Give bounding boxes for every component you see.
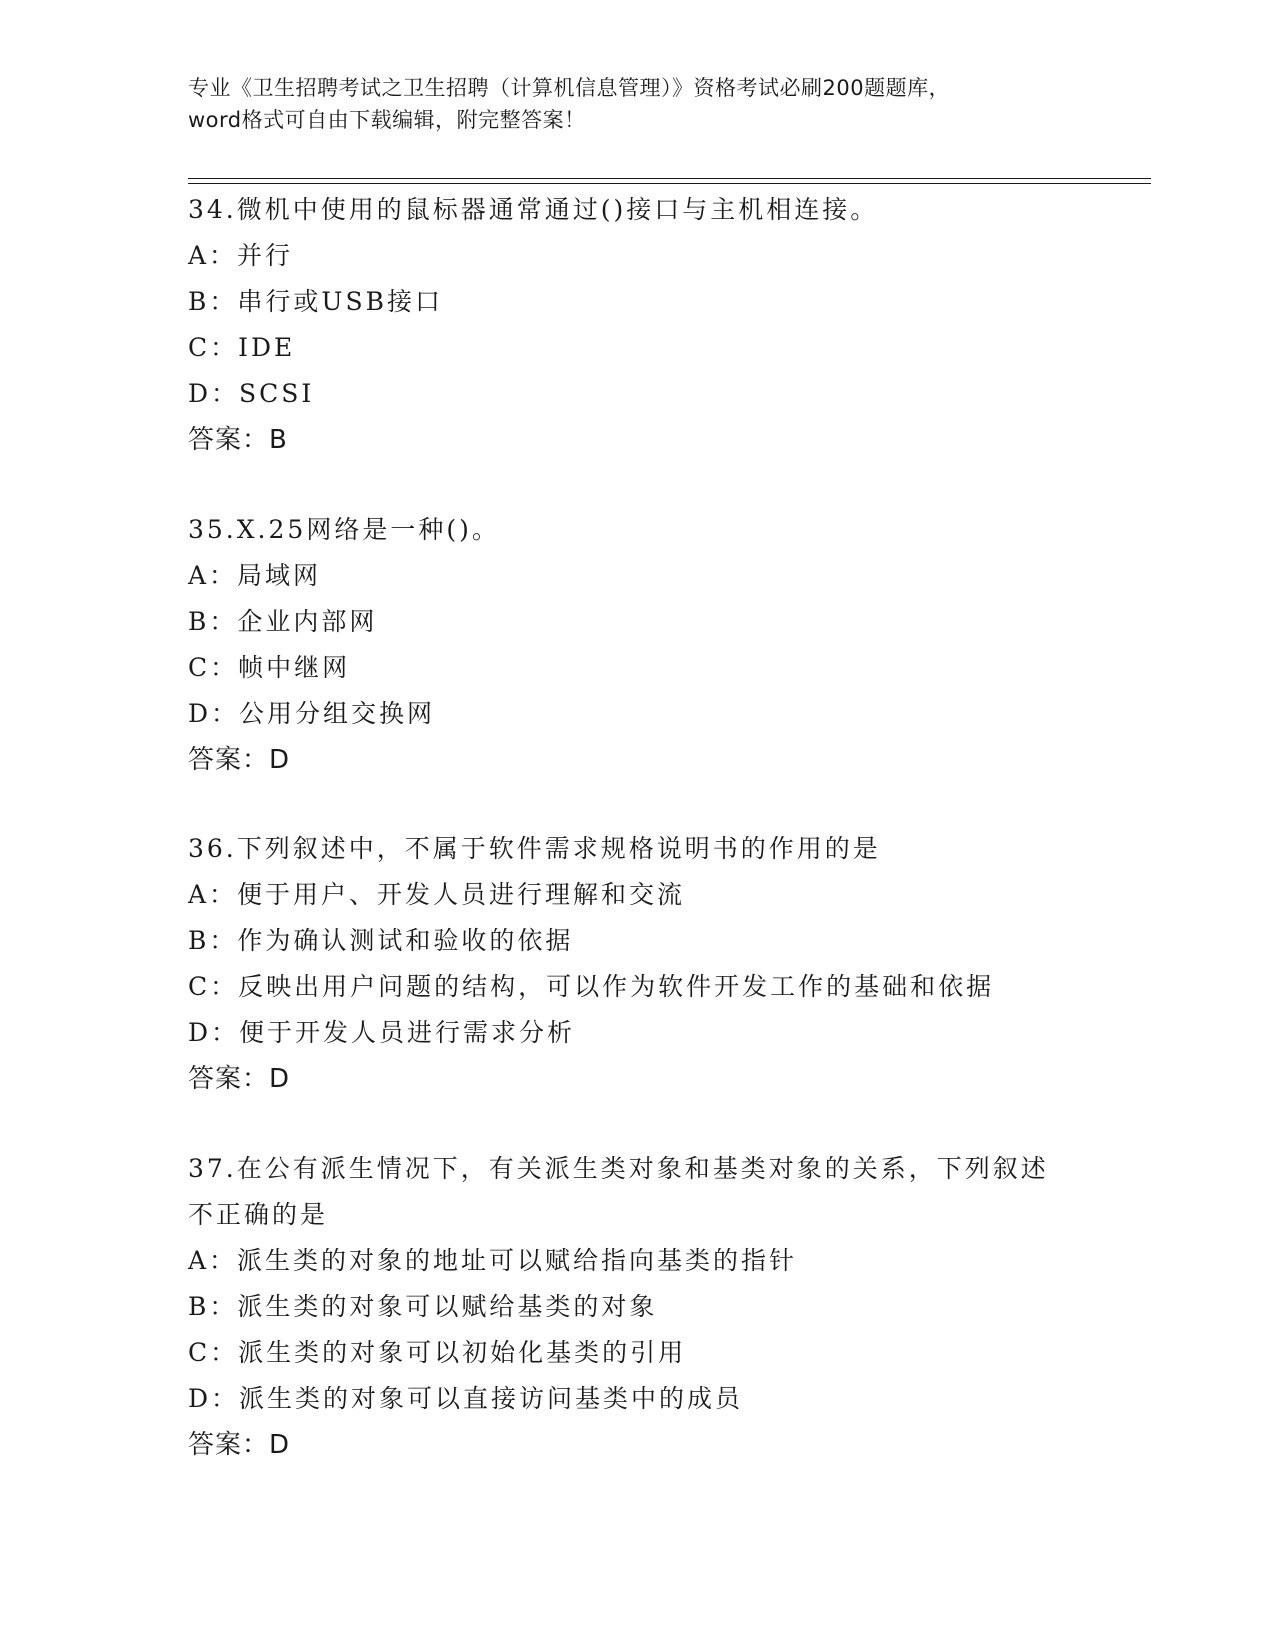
- option-b: B：作为确认测试和验收的依据: [188, 926, 574, 955]
- document-header: [188, 72, 1088, 136]
- header-divider-top: [188, 178, 1151, 179]
- header-divider-bottom: [188, 183, 1151, 184]
- option-c: C：帧中继网: [188, 653, 351, 682]
- header-title-line-1: 专业《卫生招聘考试之卫生招聘（计算机信息管理）》资格考试必刷200题题库，: [188, 76, 951, 100]
- answer-key: 答案：D: [188, 745, 291, 775]
- question-36: [188, 826, 1088, 1102]
- option-c: C：派生类的对象可以初始化基类的引用: [188, 1338, 687, 1367]
- question-stem-line-2: 不正确的是: [188, 1200, 329, 1229]
- answer-key: 答案：D: [188, 1064, 291, 1094]
- option-a: A：局域网: [188, 561, 322, 590]
- question-stem: 35.X.25网络是一种()。: [188, 515, 500, 544]
- option-c: C：反映出用户问题的结构，可以作为软件开发工作的基础和依据: [188, 972, 995, 1001]
- option-d: D：公用分组交换网: [188, 699, 436, 728]
- question-stem-line-1: 37.在公有派生情况下，有关派生类对象和基类对象的关系，下列叙述: [188, 1154, 1049, 1183]
- question-35: [188, 507, 1088, 783]
- option-d: D：派生类的对象可以直接访问基类中的成员: [188, 1384, 744, 1413]
- question-34: [188, 187, 1088, 463]
- option-b: B：派生类的对象可以赋给基类的对象: [188, 1292, 658, 1321]
- option-a: A：并行: [188, 241, 294, 270]
- answer-key: 答案：B: [188, 425, 288, 455]
- option-d: D：SCSI: [188, 379, 315, 408]
- option-a: A：便于用户、开发人员进行理解和交流: [188, 880, 686, 909]
- header-title-line-2: word格式可自由下载编辑，附完整答案！: [188, 108, 586, 132]
- option-b: B：企业内部网: [188, 607, 378, 636]
- question-stem: 34.微机中使用的鼠标器通常通过()接口与主机相连接。: [188, 195, 879, 224]
- option-a: A：派生类的对象的地址可以赋给指向基类的指针: [188, 1246, 798, 1275]
- answer-key: 答案：D: [188, 1430, 291, 1460]
- option-c: C：IDE: [188, 333, 296, 362]
- question-37: [188, 1146, 1088, 1468]
- option-b: B：串行或USB接口: [188, 287, 443, 316]
- question-stem: 36.下列叙述中，不属于软件需求规格说明书的作用的是: [188, 834, 881, 863]
- option-d: D：便于开发人员进行需求分析: [188, 1018, 576, 1047]
